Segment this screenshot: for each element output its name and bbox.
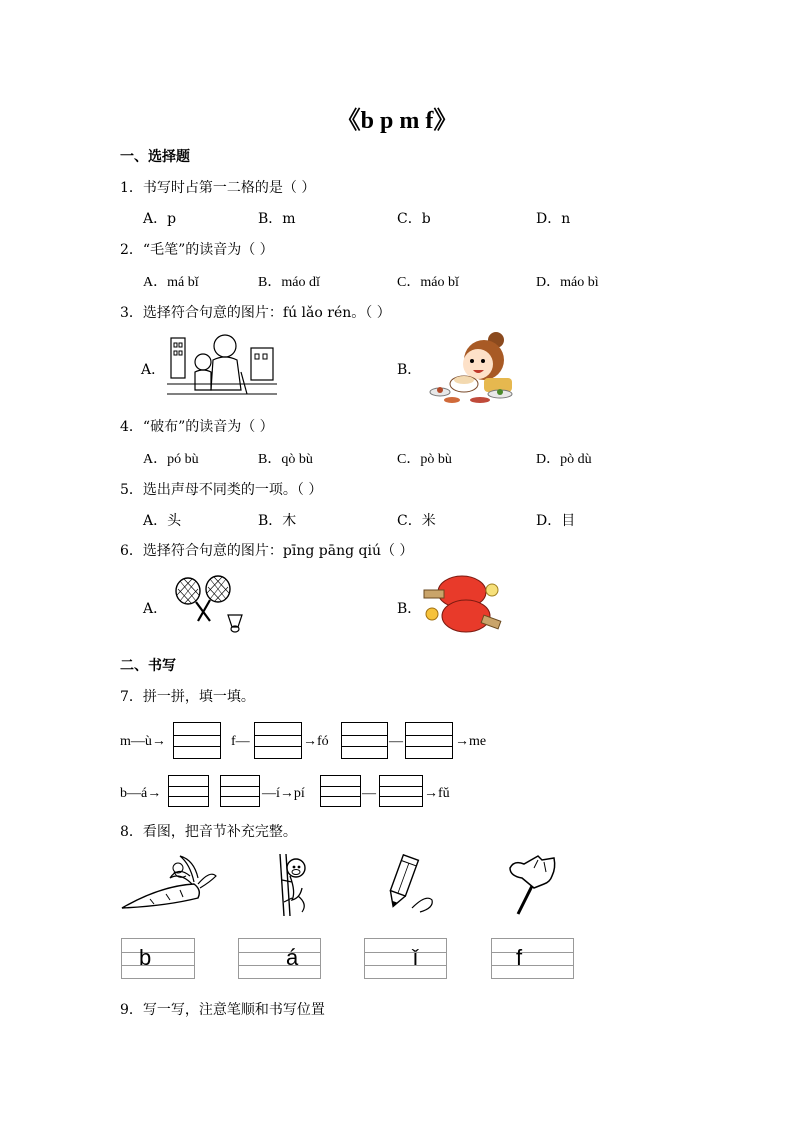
axe-icon [504, 854, 560, 918]
girl-eating-illustration [418, 330, 524, 406]
question-7: 7．拼一拼，填一填。 [120, 689, 255, 705]
q7-row1-answer-box-1[interactable] [173, 722, 221, 759]
q2-option-a[interactable]: A．má bǐ [143, 275, 199, 290]
q7-row1-answer-box-2[interactable] [254, 722, 302, 759]
q7-row1-answer-box-3[interactable] [341, 722, 388, 759]
q2-option-c[interactable]: C．máo bǐ [397, 275, 459, 290]
q4-option-d[interactable]: D．pò dù [536, 452, 592, 467]
q7-row2-start: b—á→ [120, 786, 162, 801]
q8-letter-4: f [516, 945, 523, 970]
q7-row2-dash: — [362, 786, 376, 801]
q7-row2-answer-box-1[interactable] [168, 775, 209, 807]
q7-row2-answer-box-2[interactable] [220, 775, 260, 807]
q4-option-b[interactable]: B．qò bù [258, 452, 313, 467]
badminton-rackets-icon [170, 575, 246, 633]
question-2: 2．“毛笔”的读音为（ ） [120, 242, 274, 258]
question-1: 1．书写时占第一二格的是（ ） [120, 180, 316, 196]
q7-row2-fu: →fǔ [424, 786, 450, 801]
q1-option-c[interactable]: C．b [397, 211, 431, 227]
q8-pinyin-box-4[interactable] [491, 938, 574, 979]
q7-row1-f: f— [231, 734, 250, 749]
q7-row2-answer-box-3[interactable] [320, 775, 361, 807]
section-choice-heading: 一、选择题 [120, 149, 190, 165]
q7-row1-me: →me [455, 734, 487, 749]
q4-option-c[interactable]: C．pò bù [397, 452, 452, 467]
q3-option-b[interactable]: B． [397, 362, 422, 378]
q7-row2-answer-box-4[interactable] [379, 775, 423, 807]
question-8: 8．看图，把音节补充完整。 [120, 824, 297, 840]
section-writing-heading: 二、书写 [120, 658, 176, 674]
q8-pinyin-box-2[interactable] [238, 938, 321, 979]
radish-icon [120, 852, 220, 914]
q7-row1-fo: →fó [303, 734, 329, 749]
q5-option-c[interactable]: C．米 [397, 513, 436, 529]
q1-option-d[interactable]: D．n [536, 211, 571, 227]
q8-letter-1: b [139, 945, 152, 970]
q8-letter-2: á [286, 945, 299, 970]
q7-row1-answer-box-4[interactable] [405, 722, 453, 759]
q6-option-b[interactable]: B． [397, 601, 422, 617]
monkey-icon [266, 852, 316, 918]
q4-option-a[interactable]: A．pó bù [143, 452, 199, 467]
pencil-icon [382, 854, 438, 916]
question-9: 9．写一写，注意笔顺和书写位置 [120, 1002, 325, 1018]
q2-option-b[interactable]: B．máo dǐ [258, 275, 320, 290]
q8-pinyin-box-3[interactable] [364, 938, 447, 979]
ping-pong-paddles-icon [418, 574, 502, 640]
q7-row1-start: m—ù→ [120, 734, 166, 749]
helping-elderly-illustration [167, 332, 277, 400]
q7-row2-i: —í→pí [262, 786, 305, 801]
q8-pinyin-box-1[interactable] [121, 938, 195, 979]
q5-option-a[interactable]: A．头 [143, 513, 182, 529]
q1-option-a[interactable]: A．p [143, 211, 177, 227]
question-5: 5．选出声母不同类的一项。（ ） [120, 482, 323, 498]
q8-letter-3: ǐ [413, 945, 418, 970]
q5-option-b[interactable]: B．木 [258, 513, 297, 529]
q2-option-d[interactable]: D．máo bì [536, 275, 599, 290]
page-title: 《b p m f》 [336, 108, 458, 134]
q1-option-b[interactable]: B．m [258, 211, 296, 227]
q7-row1-dash: — [389, 734, 403, 749]
question-4: 4．“破布”的读音为（ ） [120, 419, 274, 435]
q3-option-a[interactable]: A． [141, 362, 166, 378]
q6-option-a[interactable]: A． [143, 601, 168, 617]
question-3: 3．选择符合句意的图片：fú lǎo rén。（ ） [120, 305, 391, 321]
q5-option-d[interactable]: D．目 [536, 513, 576, 529]
question-6: 6．选择符合句意的图片：pīng pāng qiú（ ） [120, 543, 414, 559]
